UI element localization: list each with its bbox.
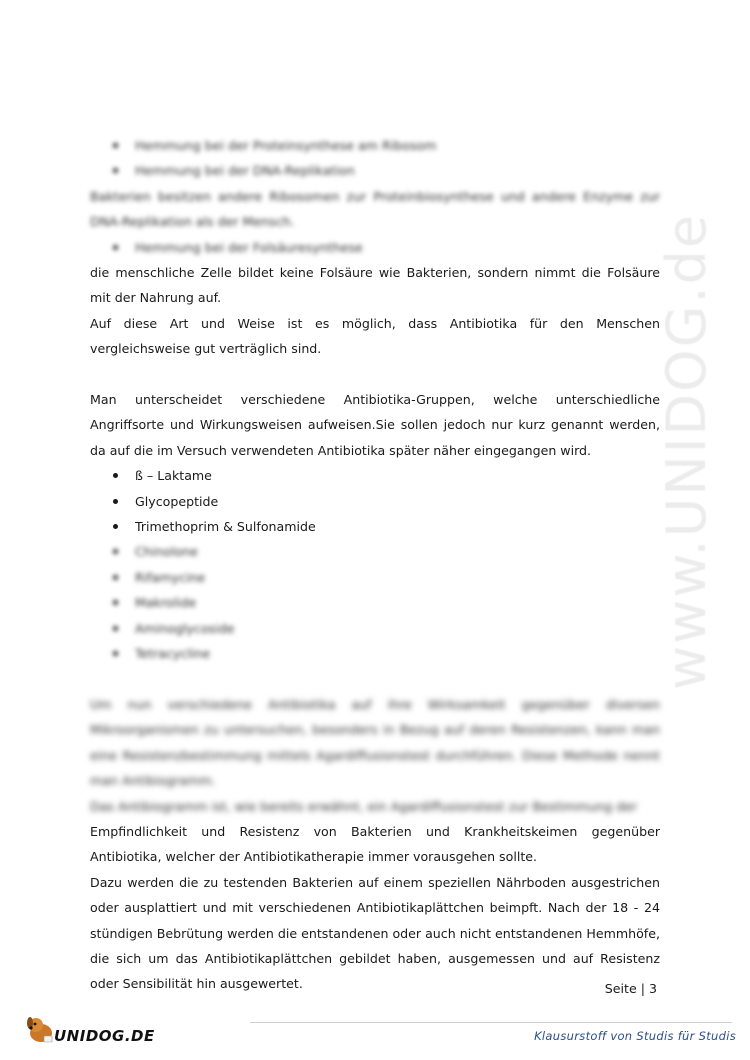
spacer bbox=[90, 667, 660, 692]
blurred-bullet-list-folsaeure bbox=[90, 235, 660, 260]
list-item: Makrolide bbox=[90, 590, 660, 615]
watermark: www.UNIDOG.de bbox=[655, 212, 718, 690]
bullet-icon bbox=[113, 626, 118, 631]
antibiotika-gruppen-list-blurred bbox=[90, 539, 660, 666]
blurred-paragraph: Um nun verschiedene Antibiotika auf ihre Wirksamkeit gegenüber diversen Mikroorganismen zu untersuchen, besonders in Bezug auf deren Resistenzen, kann man eine Resistenzbestimmung mittels Agardiffusionstest durchführen. Diese Methode nennt man Antibiogramm. bbox=[90, 696, 660, 789]
list-item: Rifamycine bbox=[90, 565, 660, 590]
bullet-icon bbox=[113, 168, 118, 173]
spacer bbox=[90, 362, 660, 387]
paragraph-antibiogramm: Empfindlichkeit und Resistenz von Bakterien und Krankheitskeimen gegenüber Antibiotika, welcher der Antibiotikatherapie immer vorausgehen sollte. bbox=[90, 823, 660, 865]
page-number: Seite | 3 bbox=[604, 981, 657, 996]
bullet-icon bbox=[113, 524, 118, 529]
list-item: Trimethoprim & Sulfonamide bbox=[90, 514, 660, 539]
paragraph-folsaeure: die menschliche Zelle bildet keine Folsäure wie Bakterien, sondern nimmt die Folsäure mit der Nahrung auf. bbox=[90, 265, 660, 306]
paragraph-antibiotika-gruppen: Man unterscheidet verschiedene Antibiotika-Gruppen, welche unterschiedliche Angriffsorte und Wirkungsweisen aufweisen.Sie sollen jedoch nur kurz genannt werden, da auf die im Versuch verwendeten Antibiotika später näher eingegangen wird. bbox=[90, 392, 660, 458]
bullet-icon bbox=[113, 143, 118, 148]
footer-tagline: Klausurstoff von Studis für Studis bbox=[534, 1029, 736, 1043]
list-item: Aminoglycoside bbox=[90, 616, 660, 641]
bullet-icon bbox=[113, 600, 118, 605]
list-item: Glycopeptide bbox=[90, 489, 660, 514]
bullet-icon bbox=[113, 473, 118, 478]
paragraph-methode: Dazu werden die zu testenden Bakterien auf einem speziellen Nährboden ausgestrichen oder ausplattiert und mit verschiedenen Antibiotikaplättchen beimpft. Nach der 18 - 24 stündigen Bebrütung werden die entstandenen oder auch nicht entstandenen Hemmhöfe, die sich um das Antibiotikaplättchen gebildet haben, ausgemessen und auf Resistenz oder Sensibilität hin ausgewertet. bbox=[90, 874, 660, 992]
list-item: ß – Laktame bbox=[90, 463, 660, 488]
paragraph-vertraeglichkeit: Auf diese Art und Weise ist es möglich, dass Antibiotika für den Menschen vergleichsweise gut verträglich sind. bbox=[90, 315, 660, 357]
blurred-line: Das Antibiogramm ist, wie bereits erwähnt, ein Agardiffusionstest zur Bestimmung der bbox=[90, 798, 638, 814]
footer-divider bbox=[250, 1022, 732, 1023]
list-item: Hemmung bei der Folsäuresynthese bbox=[90, 235, 660, 260]
list-item: Tetracycline bbox=[90, 641, 660, 666]
bullet-icon bbox=[113, 245, 118, 250]
document-body bbox=[90, 133, 660, 997]
antibiotika-gruppen-list bbox=[90, 463, 660, 539]
list-item: Chinolone bbox=[90, 539, 660, 564]
logo-text: UNIDOG.DE bbox=[54, 1027, 155, 1045]
bullet-icon bbox=[113, 499, 118, 504]
list-item: Hemmung bei der Proteinsynthese am Ribosom bbox=[90, 133, 660, 158]
dog-icon bbox=[24, 1012, 58, 1046]
blurred-paragraph: Bakterien besitzen andere Ribosomen zur Proteinbiosynthese und andere Enzyme zur DNA-Replikation als der Mensch. bbox=[90, 188, 660, 230]
bullet-icon bbox=[113, 575, 118, 580]
bullet-icon bbox=[113, 549, 118, 554]
blurred-bullet-list-top bbox=[90, 133, 660, 184]
list-item: Hemmung bei der DNA-Replikation bbox=[90, 158, 660, 183]
bullet-icon bbox=[113, 651, 118, 656]
